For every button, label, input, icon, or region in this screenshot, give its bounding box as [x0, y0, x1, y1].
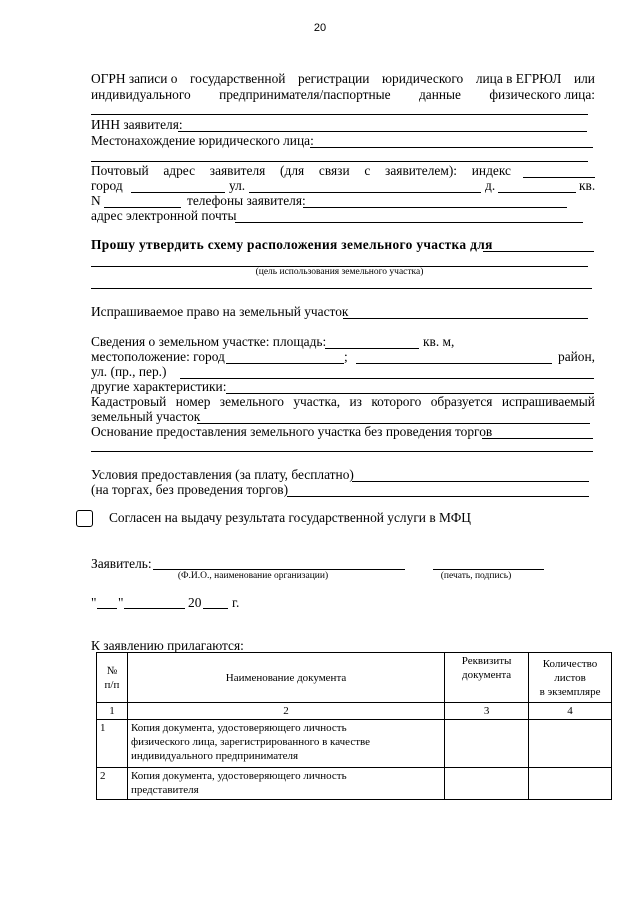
semicolon: ; — [344, 349, 348, 364]
header-qty: Количество листов в экземпляре — [529, 653, 612, 703]
consent-checkbox[interactable] — [76, 510, 93, 527]
row-doc-name: Копия документа, удостоверяющего личность физического лица, зарегистрированного в качестве индивидуального предпринимателя — [127, 720, 444, 768]
street2-label: ул. (пр., пер.) — [91, 364, 167, 379]
table-row — [97, 768, 612, 800]
phones-label: телефоны заявителя: — [187, 193, 306, 208]
row-num: 2 — [97, 768, 128, 800]
basis-field[interactable] — [482, 438, 593, 439]
inn-field[interactable] — [178, 131, 587, 132]
auction-field[interactable] — [287, 496, 589, 497]
phones-field[interactable] — [303, 207, 567, 208]
month-field[interactable] — [124, 608, 185, 609]
column-number-row — [97, 703, 612, 720]
col-number: 2 — [127, 703, 444, 720]
header-name: Наименование документа — [127, 653, 444, 703]
house-label: д. — [485, 178, 496, 193]
cadastral-label-2: земельный участок — [91, 409, 201, 424]
ogrn-line-2: индивидуального предпринимателя/паспортные данные физического лица: — [91, 87, 595, 102]
basis-field-2[interactable] — [91, 451, 593, 452]
row-doc-name: Копия документа, удостоверяющего личность представителя — [127, 768, 444, 800]
col-number: 1 — [97, 703, 128, 720]
date-quote-close: " — [118, 595, 124, 610]
city-label: город — [91, 178, 123, 193]
right-field[interactable] — [343, 318, 588, 319]
ogrn-field[interactable] — [91, 114, 588, 115]
row-qty-cell[interactable] — [529, 768, 612, 800]
house-field[interactable] — [498, 192, 576, 193]
year-field[interactable] — [203, 608, 228, 609]
date-quote-open: " — [91, 595, 97, 610]
name-caption: (Ф.И.О., наименование организации) — [177, 571, 329, 581]
sign-caption: (печать, подпись) — [440, 571, 512, 581]
conditions-field[interactable] — [352, 481, 589, 482]
attachments-table — [96, 652, 612, 800]
conditions-label: Условия предоставления (за плату, бесплатно) — [91, 467, 354, 482]
purpose-field[interactable] — [483, 251, 594, 252]
right-label: Испрашиваемое право на земельный участок — [91, 304, 349, 319]
inn-label: ИНН заявителя: — [91, 117, 183, 132]
location-label: Местонахождение юридического лица: — [91, 133, 314, 148]
table-row — [97, 720, 612, 768]
email-label: адрес электронной почты — [91, 208, 237, 223]
header-num: № п/п — [97, 653, 128, 703]
n-label: N — [91, 193, 101, 208]
row-qty-cell[interactable] — [529, 720, 612, 768]
location2-label: местоположение: город — [91, 349, 225, 364]
page-number: 20 — [313, 22, 327, 34]
auction-label: (на торгах, без проведения торгов) — [91, 482, 289, 497]
location-field[interactable] — [310, 147, 593, 148]
row-num: 1 — [97, 720, 128, 768]
street2-field[interactable] — [180, 378, 594, 379]
location-field-2[interactable] — [91, 161, 588, 162]
area-field[interactable] — [325, 348, 419, 349]
ogrn-line-1: ОГРН записи о государственной регистрации юридического лица в ЕГРЮЛ или — [91, 71, 595, 86]
row-req-cell[interactable] — [445, 720, 529, 768]
street-label: ул. — [229, 178, 246, 193]
consent-label: Согласен на выдачу результата государственной услуги в МФЦ — [109, 510, 471, 525]
apt-label: кв. — [579, 178, 596, 193]
district-label: район, — [558, 349, 596, 364]
year-suffix: г. — [232, 595, 240, 610]
table-header-row — [97, 653, 612, 703]
col-number: 4 — [529, 703, 612, 720]
day-field[interactable] — [97, 608, 117, 609]
email-field[interactable] — [235, 222, 583, 223]
purpose-caption: (цель использования земельного участка) — [255, 267, 424, 277]
postal-label: Почтовый адрес заявителя (для связи с заявителем): индекс — [91, 163, 511, 178]
applicant-label: Заявитель: — [91, 556, 152, 571]
signature-field[interactable] — [433, 569, 544, 570]
request-text: Прошу утвердить схему расположения земельного участка для — [91, 237, 493, 252]
info-label: Сведения о земельном участке: площадь: — [91, 334, 327, 349]
city2-field[interactable] — [226, 363, 344, 364]
other-label: другие характеристики: — [91, 379, 227, 394]
row-req-cell[interactable] — [445, 768, 529, 800]
area-unit: кв. м, — [423, 334, 455, 349]
attachments-title: К заявлению прилагаются: — [91, 638, 244, 653]
year-prefix: 20 — [188, 595, 202, 610]
purpose-field-3[interactable] — [91, 288, 592, 289]
header-req: Реквизиты документа — [445, 653, 529, 703]
col-number: 3 — [445, 703, 529, 720]
district-field[interactable] — [356, 363, 552, 364]
applicant-name-field[interactable] — [153, 569, 405, 570]
cadastral-label: Кадастровый номер земельного участка, из которого образуется испрашиваемый — [91, 394, 595, 409]
basis-label: Основание предоставления земельного участка без проведения торгов — [91, 424, 493, 439]
